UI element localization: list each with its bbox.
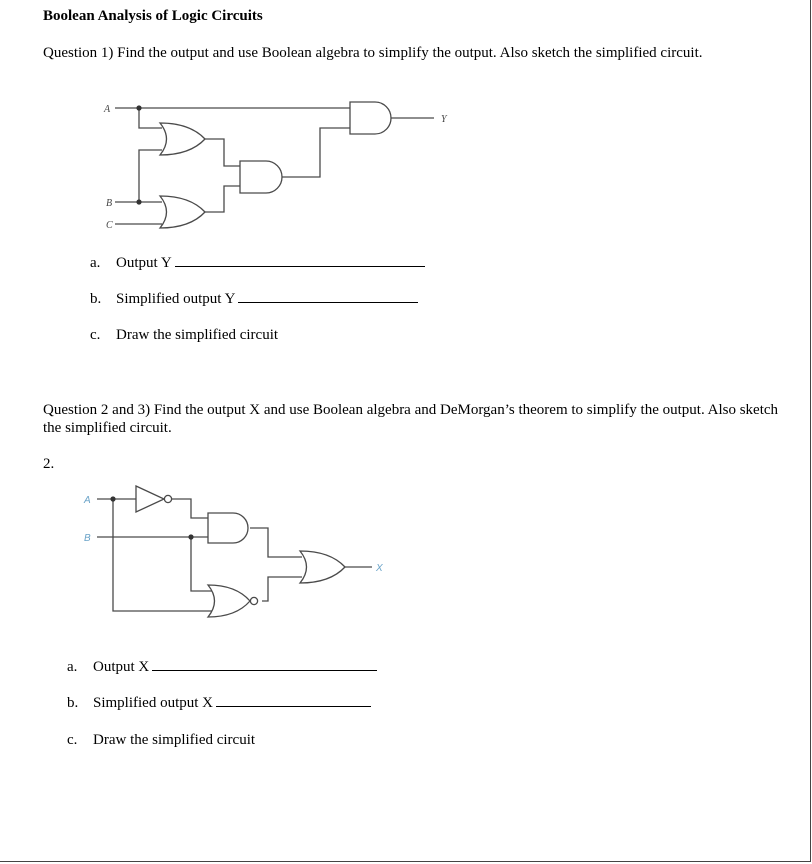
or-gate-1 [160, 123, 205, 155]
answer-blank-simplified-y[interactable] [238, 301, 418, 303]
and-gate-2 [350, 102, 391, 134]
and-gate-1 [240, 161, 282, 193]
circuit-1-label-b: B [106, 198, 113, 209]
question-2-text: Question 2 and 3) Find the output X and use Boolean algebra and DeMorgan’s theorem to simplify the output. Also sketch the simplified circuit. [43, 402, 779, 436]
page-title: Boolean Analysis of Logic Circuits [43, 8, 263, 24]
and-gate [208, 513, 248, 543]
or-gate-2 [160, 196, 205, 228]
q1-item-b: b. Simplified output Y [90, 291, 418, 308]
circuit-2-diagram [0, 470, 812, 630]
q2-item-b: b. Simplified output X [67, 695, 371, 712]
or-gate [300, 551, 345, 583]
circuit-1-label-a: A [104, 104, 111, 115]
circuit-1-label-c: C [106, 220, 113, 231]
circuit-2-label-b: B [84, 533, 91, 544]
answer-blank-output-x[interactable] [152, 669, 377, 671]
nor-gate [208, 585, 250, 617]
q1-item-a: a. Output Y [90, 255, 425, 272]
circuit-1-diagram [0, 0, 812, 260]
q1-item-c: c. Draw the simplified circuit [90, 327, 279, 343]
circuit-2-label-x: X [376, 563, 383, 574]
circuit-1-label-y: Y [441, 114, 447, 125]
circuit-2-label-a: A [84, 495, 91, 506]
not-gate [136, 486, 164, 512]
question-2-number: 2. [43, 456, 55, 472]
answer-blank-simplified-x[interactable] [216, 705, 371, 707]
q2-item-a: a. Output X [67, 659, 377, 676]
q2-item-c: c. Draw the simplified circuit [67, 732, 256, 748]
question-1-text: Question 1) Find the output and use Boolean algebra to simplify the output. Also sketch the simplified circuit. [43, 45, 703, 61]
answer-blank-output-y[interactable] [175, 265, 425, 267]
